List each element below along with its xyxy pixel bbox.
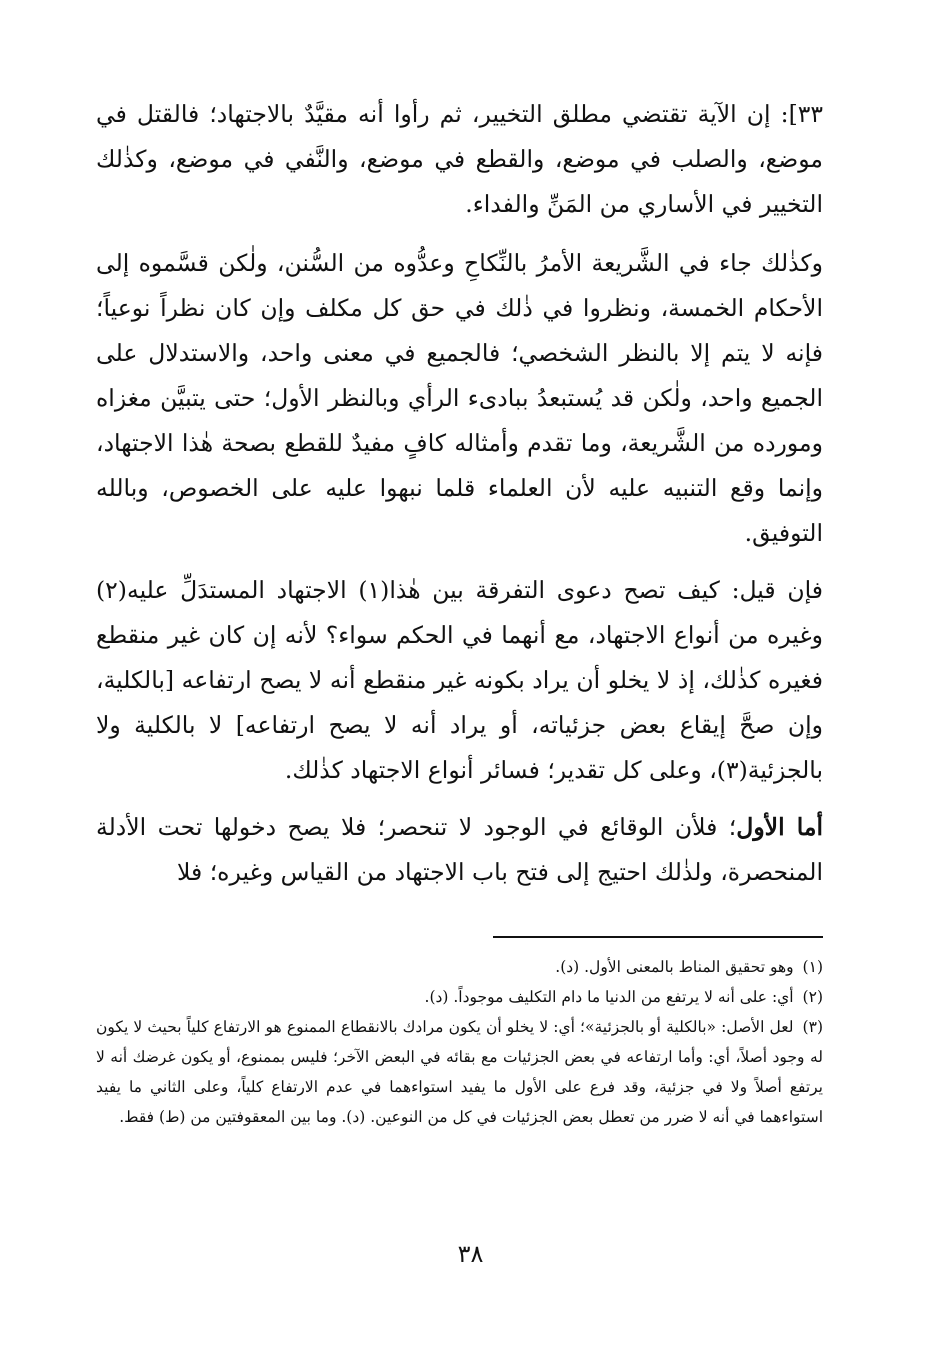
footnotes bbox=[96, 952, 823, 1132]
footnote-text: وهو تحقيق المناط بالمعنى الأول. (د). bbox=[555, 958, 794, 976]
page-body bbox=[96, 92, 823, 907]
footnote-2 bbox=[96, 982, 823, 1012]
footnote-text: لعل الأصل: «بالكلية أو بالجزئية»؛ أي: لا يخلو أن يكون مرادك بالانقطاع الممنوع هو الارتفاع كلياً بحيث لا يكون له وجود أصلاً، أي: وأما ارتفاعه في بعض الجزئيات مع بقائه في البعض الآخر؛ فليس بممنوع، أو يكون غرضك أنه لا يرتفع أصلاً ولا في جزئية، وقد فرع على الأول ما يفيد استواءهما في عدم الارتفاع كلياً، وعلى الثاني ما يفيد استواءهما في أنه لا ضرر من تعطل بعض الجزئيات في كل من النوعين. (د). وما بين المعقوفتين من (ط) فقط. bbox=[96, 1018, 823, 1126]
paragraph-1: ٣٣]: إن الآية تقتضي مطلق التخيير، ثم رأوا أنه مقيَّدٌ بالاجتهاد؛ فالقتل في موضع، والصلب في موضع، والقطع في موضع، والنَّفي في موضع، وكذٰلك التخيير في الأساري من المَنِّ والفداء. bbox=[96, 100, 823, 218]
paragraph-4-text: ؛ فلأن الوقائع في الوجود لا تنحصر؛ فلا يصح دخولها تحت الأدلة المنحصرة، ولذٰلك احتيج إلى فتح باب الاجتهاد من القياس وغيره؛ فلا bbox=[96, 813, 823, 886]
paragraph-3: فإن قيل: كيف تصح دعوى التفرقة بين هٰذا(١) الاجتهاد المستدَلِّ عليه(٢) وغيره من أنواع الاجتهاد، مع أنهما في الحكم سواء؟ لأنه إن كان غير منقطع فغيره كذٰلك، إذ لا يخلو أن يراد بكونه غير منقطع أنه لا يصح ارتفاعه [بالكلية، وإن صحَّ إيقاع بعض جزئياته، أو يراد أنه لا يصح ارتفاعه] لا بالكلية ولا بالجزئية(٣)، وعلى كل تقدير؛ فسائر أنواع الاجتهاد كذٰلك. bbox=[96, 576, 823, 784]
footnote-divider bbox=[493, 936, 823, 938]
paragraph-4-bold-lead: أما الأول bbox=[736, 813, 824, 841]
footnote-number: (٣) bbox=[802, 1018, 823, 1036]
footnote-text: أي: على أنه لا يرتفع من الدنيا ما دام التكليف موجوداً. (د). bbox=[424, 988, 794, 1006]
page-number: ٣٨ bbox=[457, 1240, 484, 1268]
footnote-number: (٢) bbox=[802, 988, 823, 1006]
paragraph-2: وكذٰلك جاء في الشَّريعة الأمرُ بالنِّكاحِ وعدُّوه من السُّنن، ولٰكن قسَّموه إلى الأحكام الخمسة، ونظروا في ذٰلك في حق كل مكلف وإن كان نظراً نوعياً؛ فإنه لا يتم إلا بالنظر الشخصي؛ فالجميع في معنى واحد، والاستدلال على الجميع واحد، ولٰكن قد يُستبعدُ ببادىء الرأي وبالنظر الأول؛ حتى يتبيَّن مغزاه ومورده من الشَّريعة، وما تقدم وأمثاله كافٍ مفيدٌ للقطع بصحة هٰذا الاجتهاد، وإنما وقع التنبيه عليه لأن العلماء قلما نبهوا عليه على الخصوص، وبالله التوفيق. bbox=[96, 249, 823, 547]
footnote-number: (١) bbox=[802, 958, 823, 976]
footnote-1 bbox=[96, 952, 823, 982]
paragraph-4 bbox=[96, 805, 823, 895]
footnote-3 bbox=[96, 1012, 823, 1132]
